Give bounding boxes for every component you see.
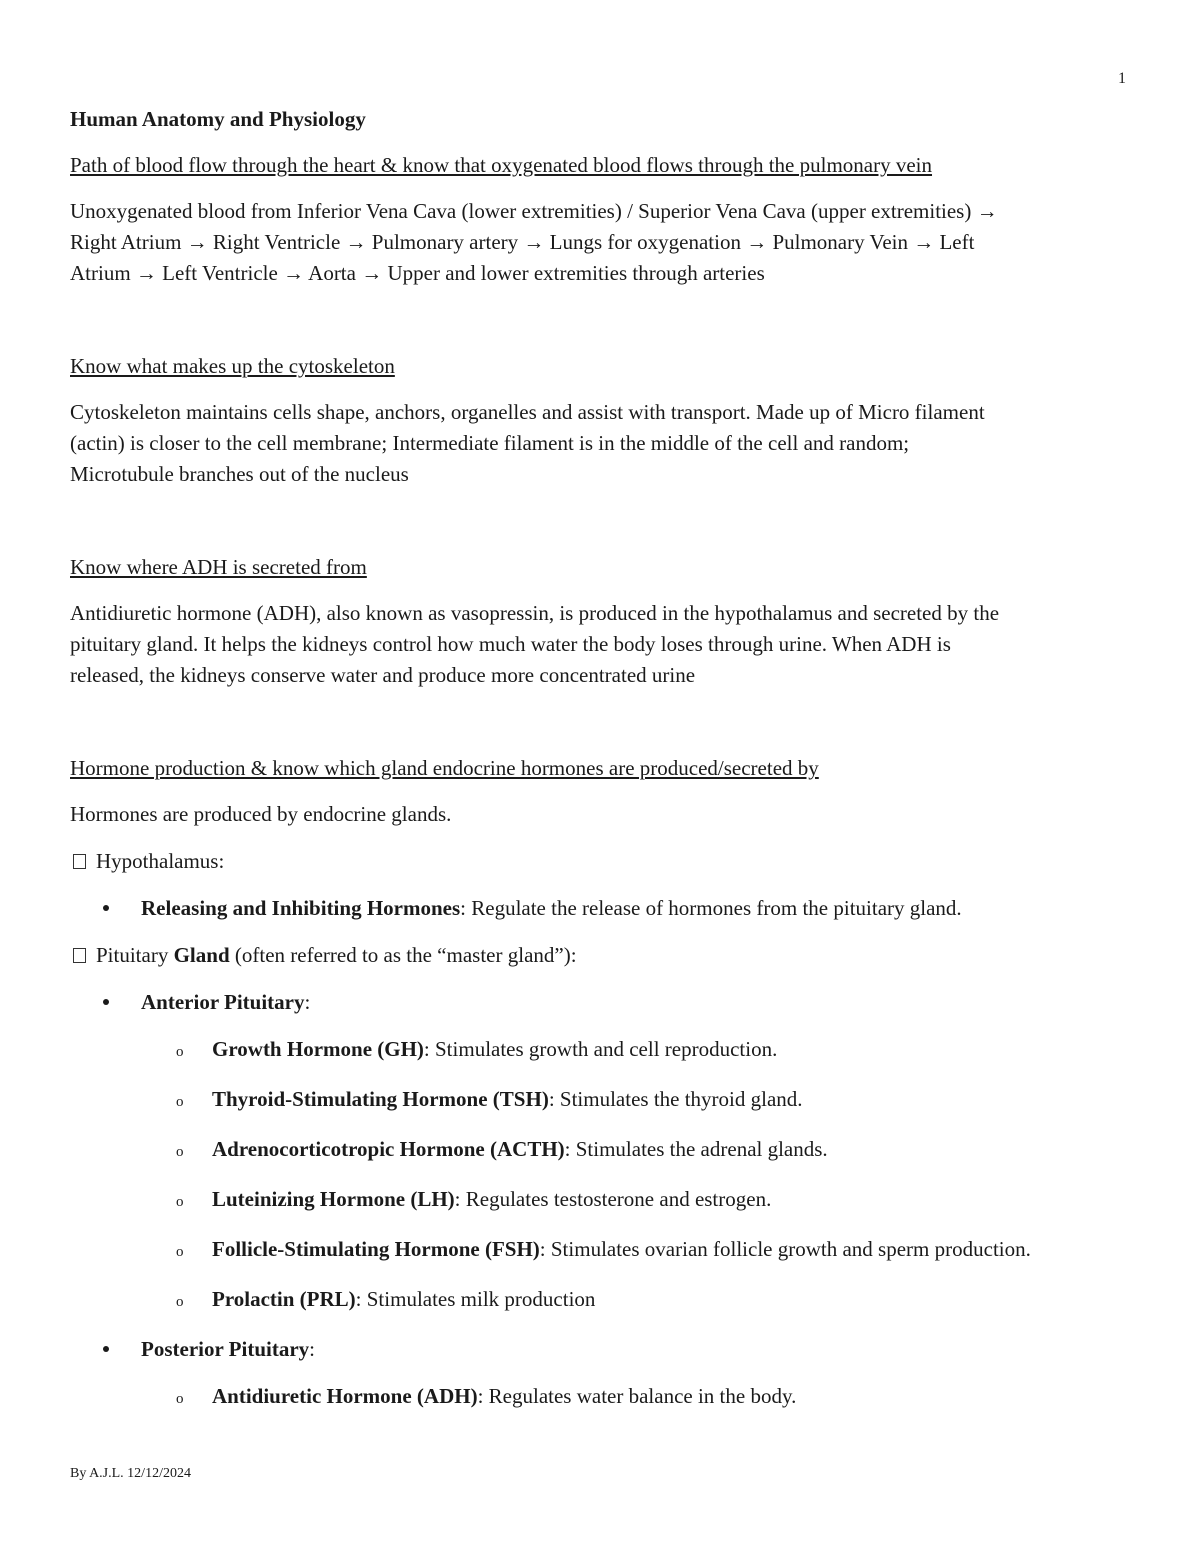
- bullet-icon: [103, 999, 109, 1005]
- hormone-description: : Regulates water balance in the body.: [477, 1384, 797, 1408]
- list-item-anterior-pituitary: Anterior Pituitary:: [70, 987, 1155, 1018]
- text-line: Atrium → Left Ventricle → Aorta → Upper and lower extremities through arteries: [70, 261, 765, 285]
- hormone-description: : Stimulates the thyroid gland.: [548, 1087, 803, 1111]
- subgland-label: Posterior Pituitary: [141, 1337, 310, 1361]
- page-number: 1: [1118, 70, 1126, 87]
- circle-bullet-icon: o: [176, 1391, 184, 1407]
- circle-bullet-icon: o: [176, 1244, 184, 1260]
- hormone-name: Growth Hormone (GH): [212, 1037, 424, 1061]
- gland-label: Pituitary Gland (often referred to as the “master gland”):: [96, 943, 577, 967]
- text-line: Unoxygenated blood from Inferior Vena Cava (lower extremities) / Superior Vena Cava (upper extremities) →: [70, 199, 998, 223]
- list-item: [70, 1184, 1155, 1218]
- gland-label: Hypothalamus:: [96, 849, 225, 873]
- gland-pituitary: [70, 940, 1155, 971]
- text-line: released, the kidneys conserve water and produce more concentrated urine: [70, 663, 696, 687]
- text-line: Antidiuretic hormone (ADH), also known as vasopressin, is produced in the hypothalamus and secreted by the: [70, 601, 1000, 625]
- section-heading-cytoskeleton: Know what makes up the cytoskeleton: [70, 354, 395, 378]
- text-line: (actin) is closer to the cell membrane; Intermediate filament is in the middle of the cell and random;: [70, 431, 910, 455]
- section-intro-hormones: Hormones are produced by endocrine glands.: [70, 802, 452, 826]
- list-item: [70, 1034, 1155, 1068]
- hormone-description: : Regulates testosterone and estrogen.: [454, 1187, 772, 1211]
- section-body-adh: [70, 598, 1155, 691]
- hormone-name: Adrenocorticotropic Hormone (ACTH): [212, 1137, 565, 1161]
- hormone-name: Follicle-Stimulating Hormone (FSH): [212, 1237, 540, 1261]
- hormone-name: Releasing and Inhibiting Hormones: [141, 896, 461, 920]
- document-body: [70, 104, 1155, 1431]
- section-heading-adh: Know where ADH is secreted from: [70, 555, 367, 579]
- section-heading-hormones: Hormone production & know which gland endocrine hormones are produced/secreted by: [70, 756, 819, 780]
- section-body-cytoskeleton: [70, 397, 1155, 490]
- list-item: [70, 893, 1155, 924]
- hormone-description: : Stimulates the adrenal glands.: [564, 1137, 828, 1161]
- list-item: [70, 1284, 1155, 1318]
- bullet-icon: [103, 1346, 109, 1352]
- hormone-name: Luteinizing Hormone (LH): [212, 1187, 455, 1211]
- hormone-name: Prolactin (PRL): [212, 1287, 356, 1311]
- section-heading-blood-flow: Path of blood flow through the heart & know that oxygenated blood flows through the pulmonary vein: [70, 153, 933, 177]
- footer-author-date: By A.J.L. 12/12/2024: [70, 1466, 191, 1481]
- text-line: Right Atrium → Right Ventricle → Pulmonary artery → Lungs for oxygenation → Pulmonary Vein → Left: [70, 230, 975, 254]
- circle-bullet-icon: o: [176, 1094, 184, 1110]
- circle-bullet-icon: o: [176, 1144, 184, 1160]
- checkbox-square-icon: [73, 948, 86, 963]
- list-item: [70, 1134, 1155, 1168]
- hormone-name: Antidiuretic Hormone (ADH): [212, 1384, 478, 1408]
- circle-bullet-icon: o: [176, 1194, 184, 1210]
- hormone-description: : Stimulates growth and cell reproduction.: [423, 1037, 778, 1061]
- hormone-description: : Regulate the release of hormones from the pituitary gland.: [460, 896, 962, 920]
- hormone-description: : Stimulates milk production: [355, 1287, 596, 1311]
- subgland-label: Anterior Pituitary: [141, 990, 305, 1014]
- document-title: Human Anatomy and Physiology: [70, 107, 366, 131]
- text-line: Cytoskeleton maintains cells shape, anchors, organelles and assist with transport. Made up of Micro filament: [70, 400, 985, 424]
- hormone-name: Thyroid-Stimulating Hormone (TSH): [212, 1087, 549, 1111]
- hormone-description: : Stimulates ovarian follicle growth and sperm production.: [539, 1237, 1031, 1261]
- list-item: [70, 1381, 1155, 1415]
- list-item-posterior-pituitary: Posterior Pituitary:: [70, 1334, 1155, 1365]
- bullet-icon: [103, 905, 109, 911]
- list-item: [70, 1234, 1155, 1268]
- circle-bullet-icon: o: [176, 1294, 184, 1310]
- text-line: pituitary gland. It helps the kidneys control how much water the body loses through urine. When ADH is: [70, 632, 951, 656]
- list-item: [70, 1084, 1155, 1118]
- circle-bullet-icon: o: [176, 1044, 184, 1060]
- gland-hypothalamus: [70, 846, 1155, 877]
- section-body-blood-flow: [70, 196, 1155, 289]
- checkbox-square-icon: [73, 854, 86, 869]
- text-line: Microtubule branches out of the nucleus: [70, 462, 409, 486]
